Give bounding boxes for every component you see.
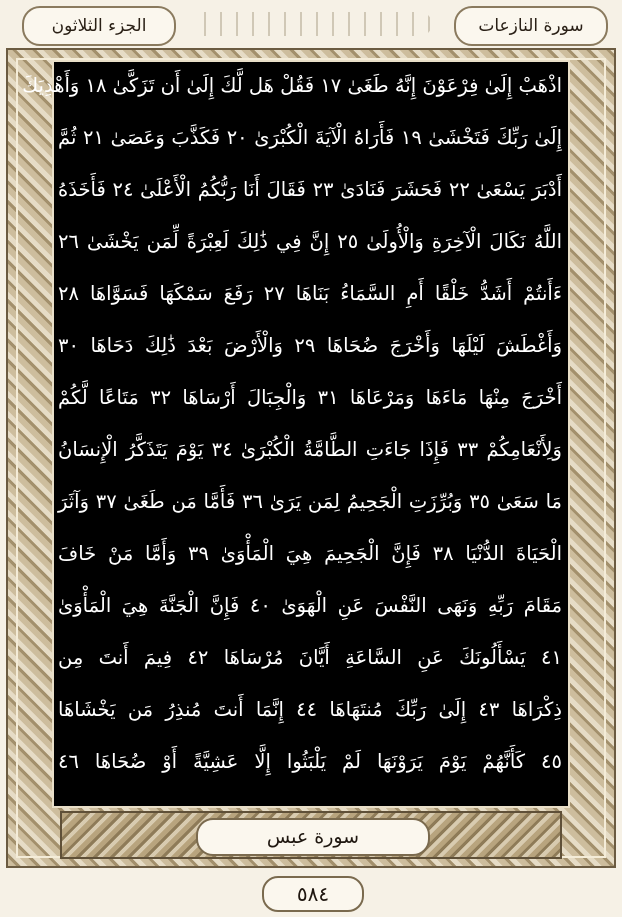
verse-line-8: وَلِأَنْعَامِكُمْ ٣٣ فَإِذَا جَاءَتِ الطَّامَّةُ الْكُبْرَىٰ ٣٤ يَوْمَ يَتَذَكَّرُ الْإِنسَانُ [58,438,562,461]
next-surah-title: سورة عبس [196,818,430,856]
verse-line-12: ٤١ يَسْأَلُونَكَ عَنِ السَّاعَةِ أَيَّانَ مُرْسَاهَا ٤٢ فِيمَ أَنتَ مِن [58,646,562,669]
verse-line-7: أَخْرَجَ مِنْهَا مَاءَهَا وَمَرْعَاهَا ٣١ وَالْجِبَالَ أَرْسَاهَا ٣٢ مَتَاعًا لَّكُمْ [58,386,562,409]
verse-line-2: إِلَىٰ رَبِّكَ فَتَخْشَىٰ ١٩ فَأَرَاهُ الْآيَةَ الْكُبْرَىٰ ٢٠ فَكَذَّبَ وَعَصَىٰ ٢١ ثُمَّ [58,126,562,149]
verse-line-3: أَدْبَرَ يَسْعَىٰ ٢٢ فَحَشَرَ فَنَادَىٰ ٢٣ فَقَالَ أَنَا رَبُّكُمُ الْأَعْلَىٰ ٢٤ فَأَخَذَهُ [58,178,562,201]
verse-line-9: مَا سَعَىٰ ٣٥ وَبُرِّزَتِ الْجَحِيمُ لِمَن يَرَىٰ ٣٦ فَأَمَّا مَن طَغَىٰ ٣٧ وَآثَرَ [58,490,562,513]
verse-line-14: ٤٥ كَأَنَّهُمْ يَوْمَ يَرَوْنَهَا لَمْ يَلْبَثُوا إِلَّا عَشِيَّةً أَوْ ضُحَاهَا ٤٦ [58,750,562,773]
verse-line-10: الْحَيَاةَ الدُّنْيَا ٣٨ فَإِنَّ الْجَحِيمَ هِيَ الْمَأْوَىٰ ٣٩ وَأَمَّا مَنْ خَافَ [58,542,562,565]
verse-line-1: اذْهَبْ إِلَىٰ فِرْعَوْنَ إِنَّهُ طَغَىٰ ١٧ فَقُلْ هَل لَّكَ إِلَىٰ أَن تَزَكَّىٰ ١٨ وَأَهْدِيَكَ [22,74,562,97]
header-ornament [190,12,432,36]
verse-line-5: ءَأَنتُمْ أَشَدُّ خَلْقًا أَمِ السَّمَاءُ بَنَاهَا ٢٧ رَفَعَ سَمْكَهَا فَسَوَّاهَا ٢٨ [58,282,563,305]
juz-name-header: الجزء الثلاثون [22,6,176,46]
verse-line-13: ذِكْرَاهَا ٤٣ إِلَىٰ رَبِّكَ مُنتَهَاهَا ٤٤ إِنَّمَا أَنتَ مُنذِرُ مَن يَخْشَاهَا [58,698,562,721]
verse-line-4: اللَّهُ نَكَالَ الْآخِرَةِ وَالْأُولَىٰ ٢٥ إِنَّ فِي ذَٰلِكَ لَعِبْرَةً لِّمَن يَخْشَىٰ ٢٦ [58,230,562,253]
verse-line-6: وَأَغْطَشَ لَيْلَهَا وَأَخْرَجَ ضُحَاهَا ٢٩ وَالْأَرْضَ بَعْدَ ذَٰلِكَ دَحَاهَا ٣٠ [58,334,562,357]
surah-name-header: سورة النازعات [454,6,608,46]
verse-line-11: مَقَامَ رَبِّهِ وَنَهَى النَّفْسَ عَنِ الْهَوَىٰ ٤٠ فَإِنَّ الْجَنَّةَ هِيَ الْمَأْوَىٰ [58,594,563,617]
page-number: ٥٨٤ [262,876,364,912]
